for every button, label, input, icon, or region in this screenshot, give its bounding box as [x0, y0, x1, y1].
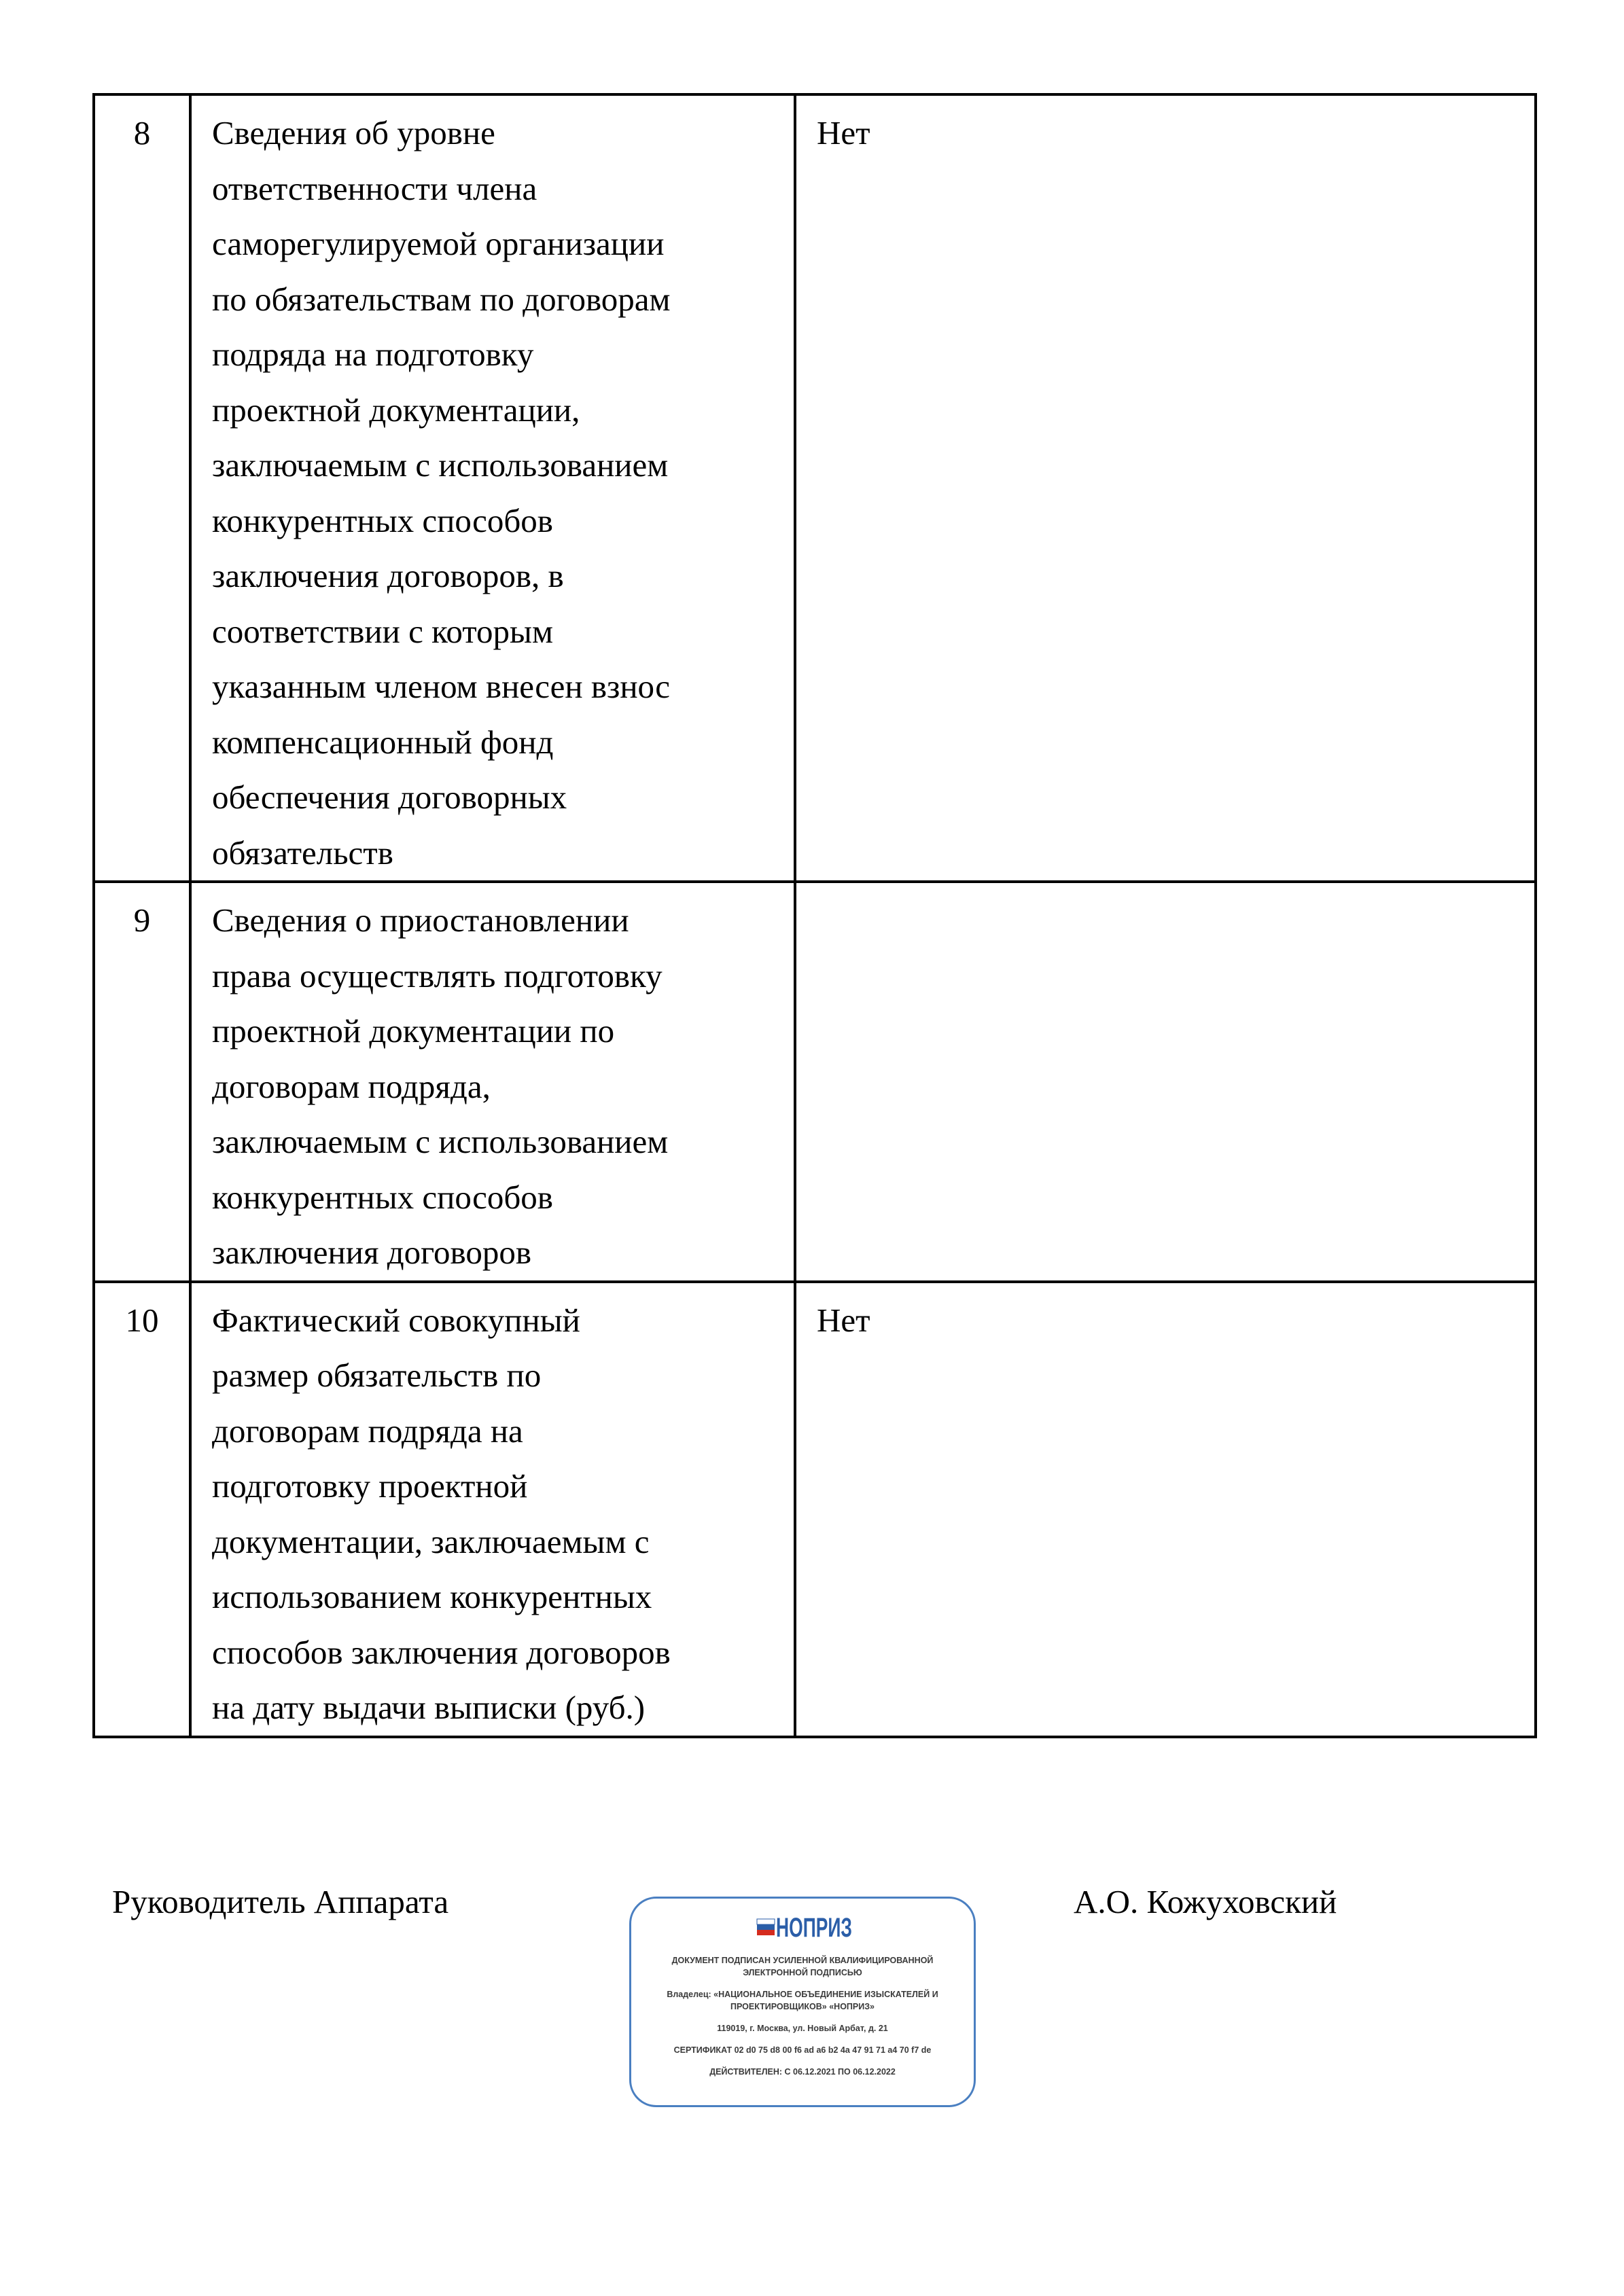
e-signature-stamp: [629, 1897, 976, 2107]
row-description: [190, 1282, 795, 1737]
description-line: по обязательствам по договорам: [212, 280, 671, 318]
description-line: заключения договоров, в: [212, 557, 564, 594]
description-line: обеспечения договорных: [212, 778, 567, 816]
row-number: 8: [94, 94, 190, 882]
table-row: [94, 1282, 1536, 1737]
row-value: Нет: [795, 1282, 1536, 1737]
row-value: Нет: [795, 94, 1536, 882]
description-line: права осуществлять подготовку: [212, 956, 663, 994]
stamp-line: 119019, г. Москва, ул. Новый Арбат, д. 21: [717, 2024, 888, 2033]
description-line: конкурентных способов: [212, 1178, 553, 1216]
description-line: способов заключения договоров: [212, 1633, 671, 1671]
description-line: саморегулируемой организации: [212, 225, 665, 262]
table-row: [94, 94, 1536, 882]
description-line: договорам подряда,: [212, 1067, 491, 1105]
stamp-line: ЭЛЕКТРОННОЙ ПОДПИСЬЮ: [743, 1968, 862, 1977]
flag-icon: [757, 1919, 775, 1935]
description-line: подготовку проектной: [212, 1467, 528, 1505]
stamp-text: [648, 1954, 957, 2078]
description-line: соответствии с которым: [212, 612, 553, 650]
stamp-line: СЕРТИФИКАТ 02 d0 75 d8 00 f6 ad a6 b2 4a 47 91 71 a4 70 f7 de: [673, 2045, 932, 2055]
description-line: размер обязательств по: [212, 1357, 542, 1394]
description-line: заключаемым с использованием: [212, 1123, 669, 1160]
row-value: [795, 882, 1536, 1282]
stamp-line: ДЕЙСТВИТЕЛЕН: С 06.12.2021 ПО 06.12.2022: [709, 2067, 896, 2077]
row-description: [190, 882, 795, 1282]
description-line: ответственности члена: [212, 169, 537, 207]
nopriz-logo-graphic: [631, 1909, 978, 1945]
description-line: проектной документации по: [212, 1012, 615, 1050]
description-line: конкурентных способов: [212, 501, 553, 539]
nopriz-logo: [631, 1909, 974, 1945]
description-line: документации, заключаемым с: [212, 1522, 650, 1560]
description-line: указанным членом внесен взнос: [212, 668, 671, 705]
description-line: обязательств: [212, 833, 393, 872]
signatory-name: А.О. Кожуховский: [1074, 1883, 1337, 1920]
row-description: [190, 94, 795, 882]
description-line: Сведения об уровне: [212, 114, 495, 151]
registry-table: [92, 93, 1537, 1738]
description-line: заключения договоров: [212, 1234, 531, 1271]
description-line: подряда на подготовку: [212, 336, 534, 373]
description-line: компенсационный фонд: [212, 723, 554, 761]
description-line: использованием конкурентных: [212, 1578, 652, 1615]
row-number: 10: [94, 1282, 190, 1737]
stamp-line: ДОКУМЕНТ ПОДПИСАН УСИЛЕННОЙ КВАЛИФИЦИРОВАННОЙ: [671, 1956, 934, 1965]
nopriz-logo-text: НОПРИЗ: [776, 1913, 852, 1943]
row-number: 9: [94, 882, 190, 1282]
description-line: договорам подряда на: [212, 1412, 523, 1450]
description-line: Сведения о приостановлении: [212, 901, 629, 939]
description-line: заключаемым с использованием: [212, 446, 669, 484]
signatory-position: Руководитель Аппарата: [112, 1883, 449, 1920]
description-line: на дату выдачи выписки (руб.): [212, 1689, 646, 1726]
table-row: [94, 882, 1536, 1282]
stamp-line: Владелец: «НАЦИОНАЛЬНОЕ ОБЪЕДИНЕНИЕ ИЗЫСКАТЕЛЕЙ И: [667, 1990, 938, 1999]
stamp-line: ПРОЕКТИРОВЩИКОВ» «НОПРИЗ»: [730, 2002, 875, 2011]
description-line: Фактический совокупный: [212, 1301, 580, 1339]
description-line: проектной документации,: [212, 391, 580, 429]
